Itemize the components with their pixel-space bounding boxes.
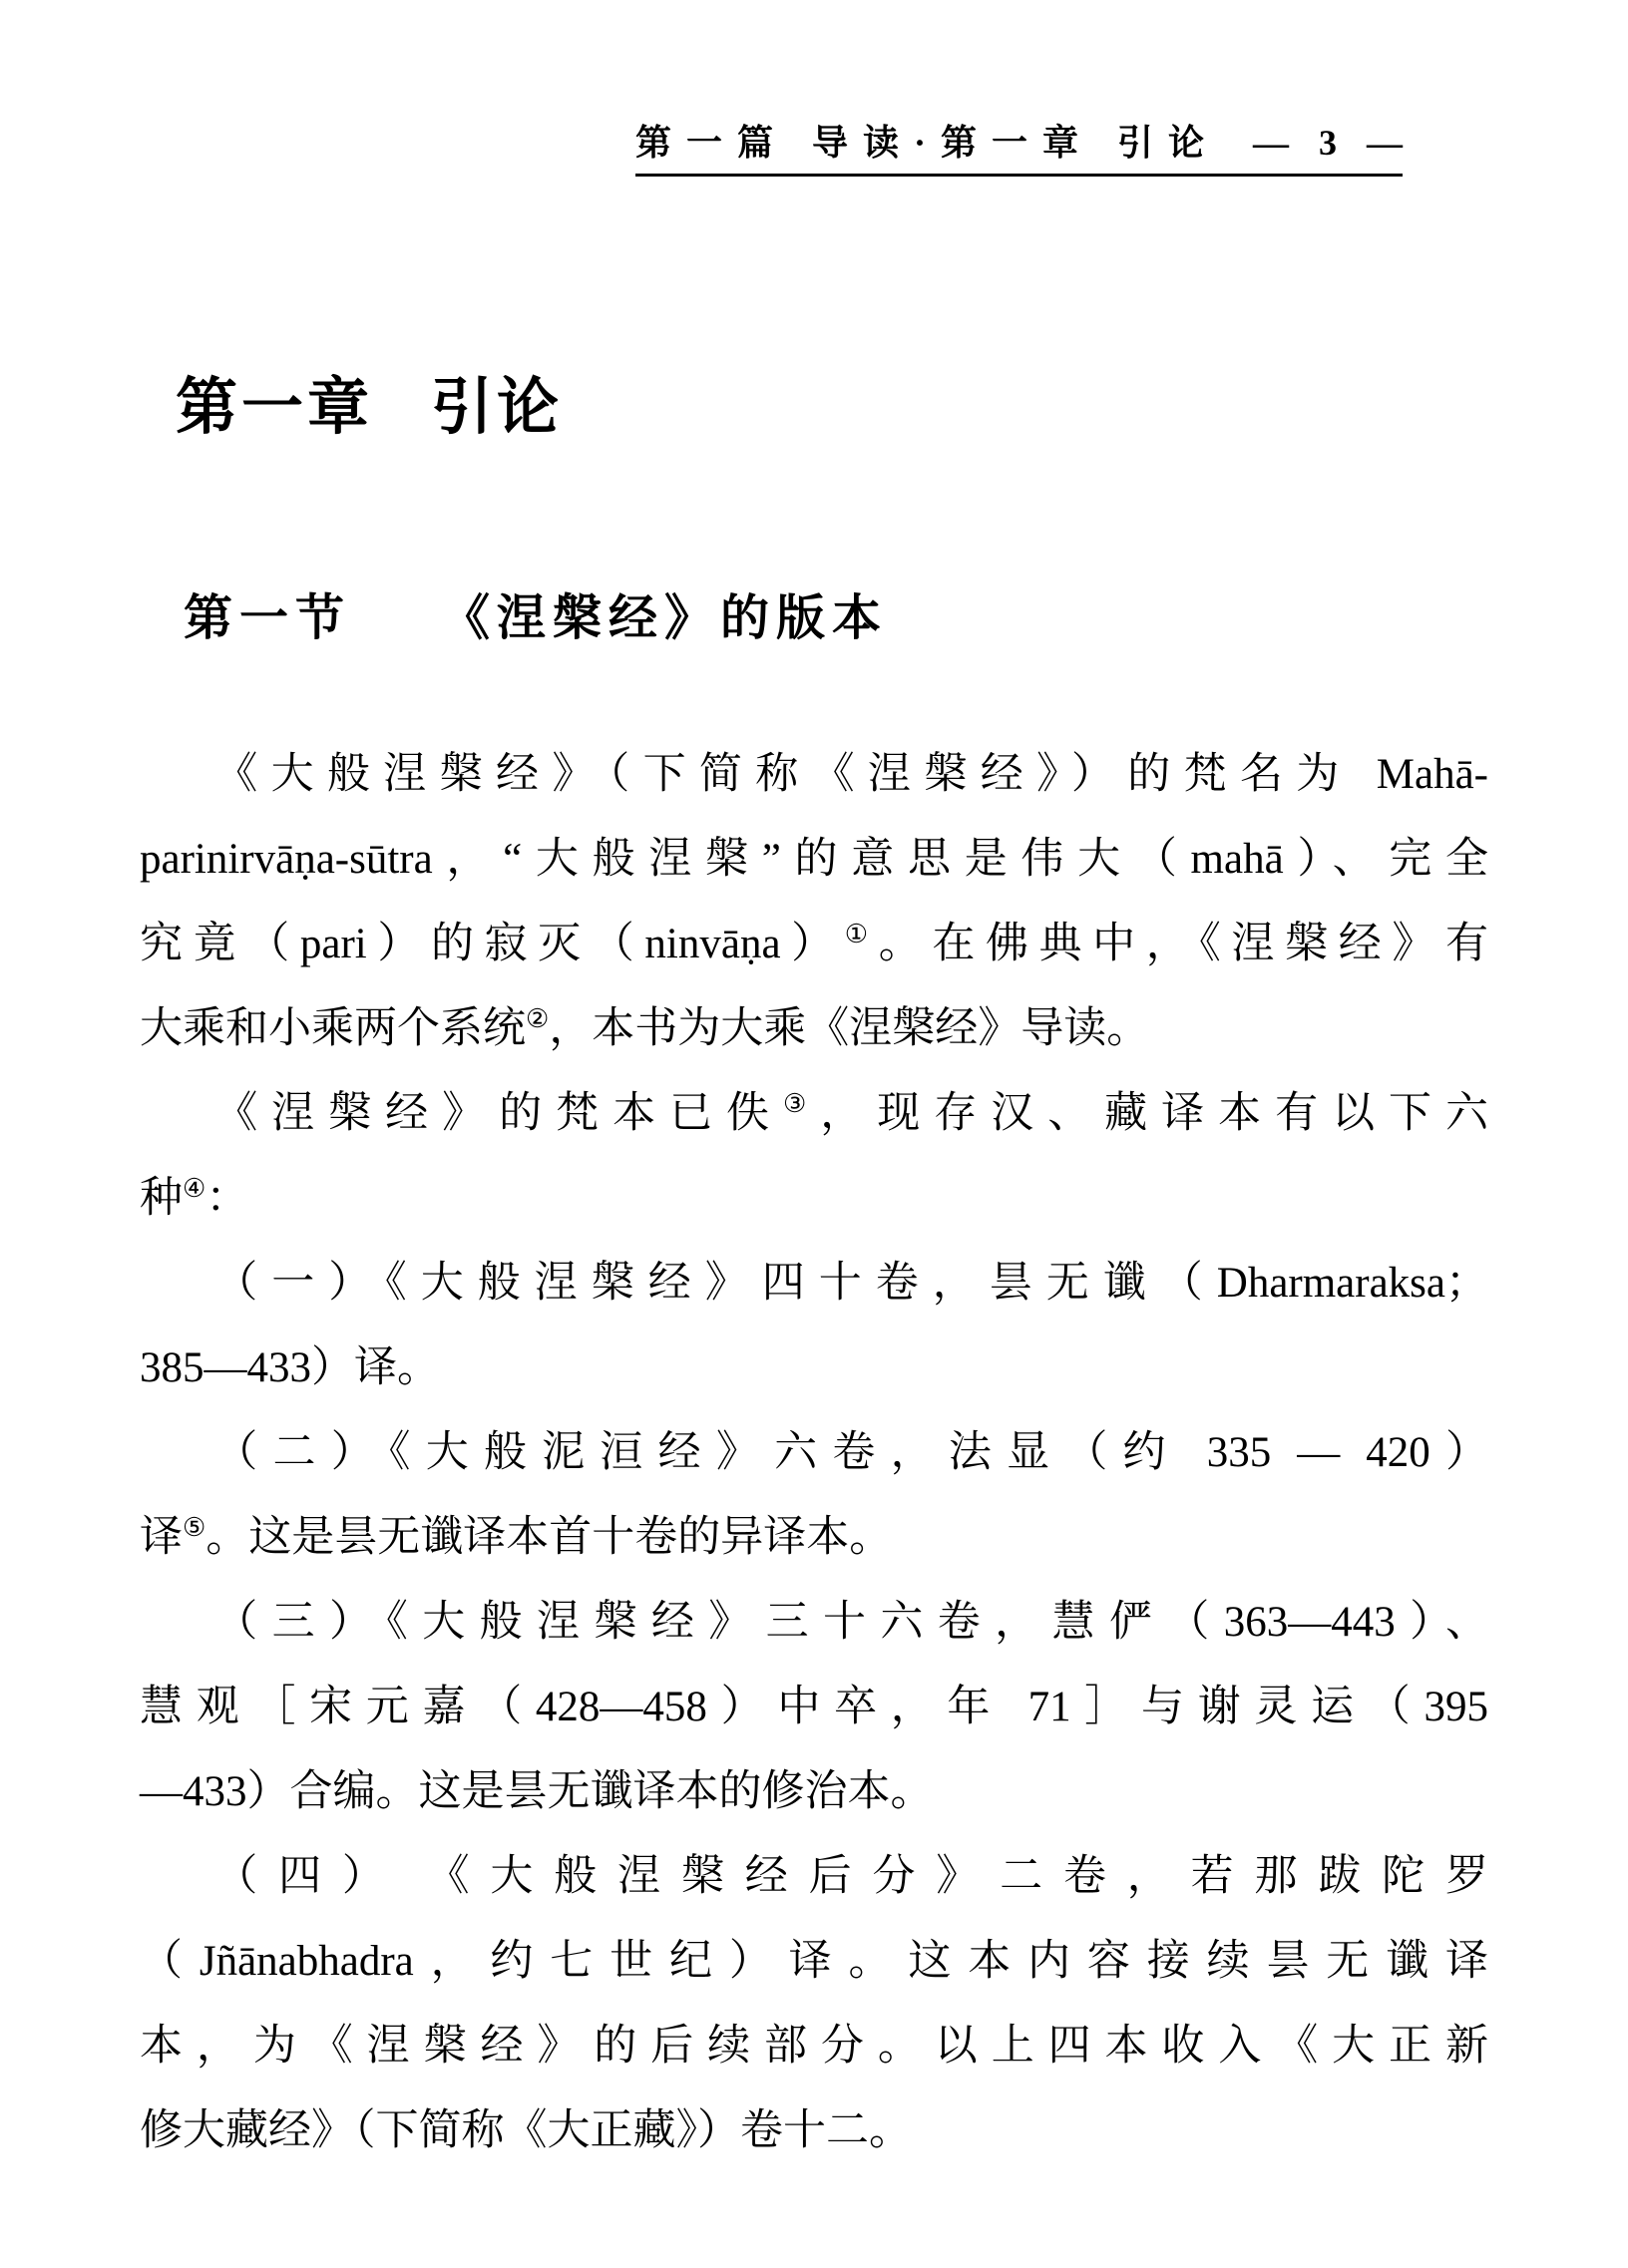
body-line: 《大般涅槃经》（下简称《涅槃经》）的梵名为 Mahā- [214, 751, 1488, 798]
body-line: （一）《大般涅槃经》四十卷，昙无谶（Dharmaraksa； [214, 1260, 1488, 1307]
page-number: 3 [1319, 123, 1337, 163]
body-line: （二）《大般泥洹经》六卷，法显（约 335 — 420） [214, 1429, 1488, 1476]
body-line: parinirvāṇa-sūtra，“大般涅槃”的意思是伟大（mahā）、完全 [140, 836, 1488, 883]
body-line: 种④： [140, 1174, 249, 1222]
body-line: 究竟（pari）的寂灭（ninvāṇa）①。在佛典中，《涅槃经》有 [140, 920, 1488, 967]
paragraph [140, 1071, 1488, 1241]
body-line: 本，为《涅槃经》的后续部分。以上四本收入《大正新 [140, 2023, 1488, 2070]
chapter-heading [176, 374, 564, 442]
body-line: （三）《大般涅槃经》三十六卷，慧俨（363—443）、 [214, 1599, 1488, 1646]
paragraph [140, 1241, 1488, 1410]
body-line: —433）合编。这是昙无谶译本的修治本。 [140, 1768, 934, 1815]
running-header [635, 124, 1403, 177]
paragraph [140, 1410, 1488, 1580]
body-line: （Jñānabhadra，约七世纪）译。这本内容接续昙无谶译 [140, 1938, 1488, 1985]
page-number-dash-right: — [1367, 123, 1403, 163]
header-title: 第一篇 导读·第一章 引论 [634, 123, 1219, 163]
paragraph [140, 1580, 1488, 1834]
body-line: 385—433）译。 [140, 1344, 440, 1391]
body-line: 《涅槃经》的梵本已佚③，现存汉、藏译本有以下六 [214, 1089, 1489, 1137]
body-line: 译⑤。这是昙无谶译本首十卷的异译本。 [140, 1513, 893, 1561]
body-text [140, 732, 1488, 2173]
body-line: 修大藏经》（下简称《大正藏》）卷十二。 [140, 2107, 912, 2154]
body-line: 慧观［宋元嘉（428—458）中卒，年 71］与谢灵运（395 [140, 1684, 1488, 1730]
body-line: （四） 《大般涅槃经后分》二卷，若那跋陀罗 [214, 1853, 1488, 1900]
section-title: 《涅槃经》的版本 [441, 590, 889, 645]
paragraph [140, 1834, 1488, 2173]
paragraph [140, 732, 1488, 1071]
chapter-number: 第一章 [176, 374, 374, 442]
page-number-dash-left: — [1253, 123, 1289, 163]
section-number: 第一节 [184, 590, 352, 645]
body-line: 大乘和小乘两个系统②，本书为大乘《涅槃经》导读。 [140, 1004, 1150, 1052]
section-heading [184, 590, 888, 646]
chapter-title: 引论 [431, 374, 564, 442]
